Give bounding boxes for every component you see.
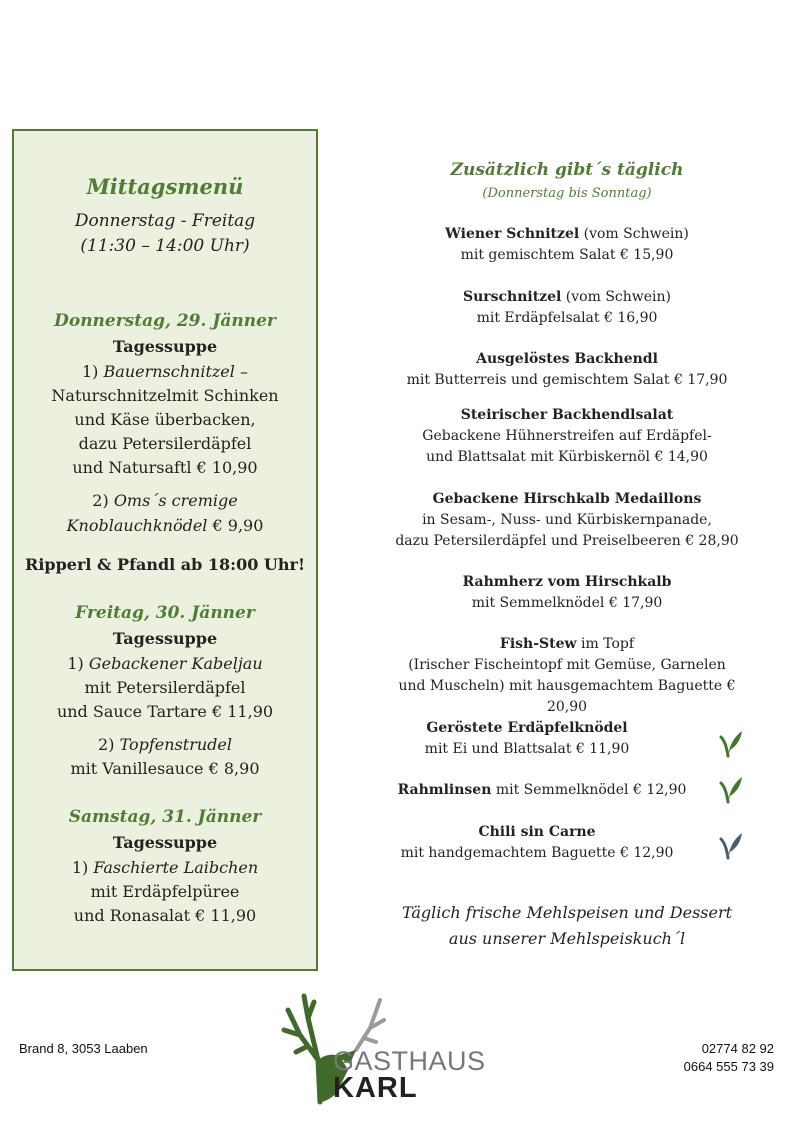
daily-item-2-title: Surschnitzel (vom Schwein) <box>462 289 672 305</box>
ripperl-special: Ripperl & Pfandl ab 18:00 Uhr! <box>25 555 305 574</box>
dish-thursday-1-line1: 1) Bauernschnitzel – <box>82 362 248 381</box>
daily-item-4-desc2: und Blattsalat mit Kürbiskernöl € 14,90 <box>426 449 708 465</box>
daily-item-4-desc1: Gebackene Hühnerstreifen auf Erdäpfel- <box>422 428 712 444</box>
dish-thursday-2-line1: 2) Oms´s cremige <box>92 491 238 510</box>
dish-friday-1-line2: mit Petersilerdäpfel <box>84 678 246 697</box>
vegetarian-leaf-icon <box>718 728 744 758</box>
daily-item-8-title: Geröstete Erdäpfelknödel <box>426 720 628 736</box>
day-heading-thursday: Donnerstag, 29. Jänner <box>54 311 276 331</box>
day-heading-saturday: Samstag, 31. Jänner <box>68 807 262 827</box>
dish-thursday-1-line4: dazu Petersilerdäpfel <box>78 434 252 453</box>
daily-item-10-desc: mit handgemachtem Baguette € 12,90 <box>400 845 674 861</box>
daily-item-2-desc: mit Erdäpfelsalat € 16,90 <box>476 310 658 326</box>
daily-item-1-desc: mit gemischtem Salat € 15,90 <box>460 247 674 263</box>
daily-item-10-title: Chili sin Carne <box>478 824 596 840</box>
daily-item-5-desc1: in Sesam-, Nuss- und Kürbiskernpanade, <box>422 512 712 528</box>
lunch-days: Donnerstag - Freitag <box>74 211 256 231</box>
logo-word-karl: KARL <box>333 1072 418 1104</box>
day-heading-friday: Freitag, 30. Jänner <box>75 603 255 623</box>
dish-friday-2-line2: mit Vanillesauce € 8,90 <box>70 759 260 778</box>
soup-thursday: Tagessuppe <box>112 337 218 356</box>
dish-saturday-1-line3: und Ronasalat € 11,90 <box>73 906 257 925</box>
daily-item-7-desc2: und Muscheln) mit hausgemachtem Baguette € 20,90 <box>398 678 736 715</box>
dish-saturday-1-line2: mit Erdäpfelpüree <box>90 882 240 901</box>
dish-thursday-1-line3: und Käse überbacken, <box>74 410 256 429</box>
daily-item-6-title: Rahmherz vom Hirschkalb <box>462 574 672 590</box>
daily-item-7-title: Fish-Stew im Topf <box>499 636 635 652</box>
daily-item-8-desc: mit Ei und Blattsalat € 11,90 <box>424 741 630 757</box>
daily-menu-title: Zusätzlich gibt´s täglich <box>450 160 684 180</box>
daily-item-5-title: Gebackene Hirschkalb Medaillons <box>432 491 702 507</box>
daily-item-5-desc2: dazu Petersilerdäpfel und Preiselbeeren € 28,90 <box>395 533 739 549</box>
footer-phone-2: 0664 555 73 39 <box>683 1059 774 1074</box>
soup-friday: Tagessuppe <box>112 629 218 648</box>
daily-item-4-title: Steirischer Backhendlsalat <box>460 407 674 423</box>
vegetarian-leaf-icon <box>718 774 744 804</box>
daily-menu-subtitle: (Donnerstag bis Sonntag) <box>482 186 652 201</box>
dish-friday-1-line3: und Sauce Tartare € 11,90 <box>56 702 274 721</box>
daily-item-1-title: Wiener Schnitzel (vom Schwein) <box>445 226 689 242</box>
dish-thursday-2-line2: Knoblauchknödel € 9,90 <box>66 516 264 535</box>
dish-saturday-1-line1: 1) Faschierte Laibchen <box>71 858 259 877</box>
soup-saturday: Tagessuppe <box>112 833 218 852</box>
dish-friday-1-line1: 1) Gebackener Kabeljau <box>67 654 263 673</box>
dish-thursday-1-line2: Naturschnitzelmit Schinken <box>51 386 279 405</box>
daily-menu <box>380 0 754 1000</box>
dish-friday-2-line1: 2) Topfenstrudel <box>98 735 232 754</box>
footer-phone-1: 02774 82 92 <box>701 1041 774 1056</box>
footer-address: Brand 8, 3053 Laaben <box>19 1041 148 1056</box>
daily-item-7-desc1: (Irischer Fischeintopf mit Gemüse, Garnelen <box>408 657 726 673</box>
daily-item-3-desc: mit Butterreis und gemischtem Salat € 17,90 <box>406 372 728 388</box>
lunch-menu-panel <box>12 129 318 971</box>
daily-item-9-title: Rahmlinsen mit Semmelknödel € 12,90 <box>397 782 687 798</box>
daily-item-6-desc: mit Semmelknödel € 17,90 <box>471 595 663 611</box>
logo-word-gasthaus: GASTHAUS <box>333 1046 486 1076</box>
daily-item-3-title: Ausgelöstes Backhendl <box>476 351 658 367</box>
vegan-leaf-icon <box>718 830 744 860</box>
closing-line-2: aus unserer Mehlspeiskuch´l <box>448 929 686 948</box>
lunch-hours: (11:30 – 14:00 Uhr) <box>80 236 250 256</box>
closing-line-1: Täglich frische Mehlspeisen und Dessert <box>401 903 733 922</box>
lunch-menu-title: Mittagsmenü <box>86 174 244 199</box>
dish-thursday-1-line5: und Natursaftl € 10,90 <box>72 458 258 477</box>
